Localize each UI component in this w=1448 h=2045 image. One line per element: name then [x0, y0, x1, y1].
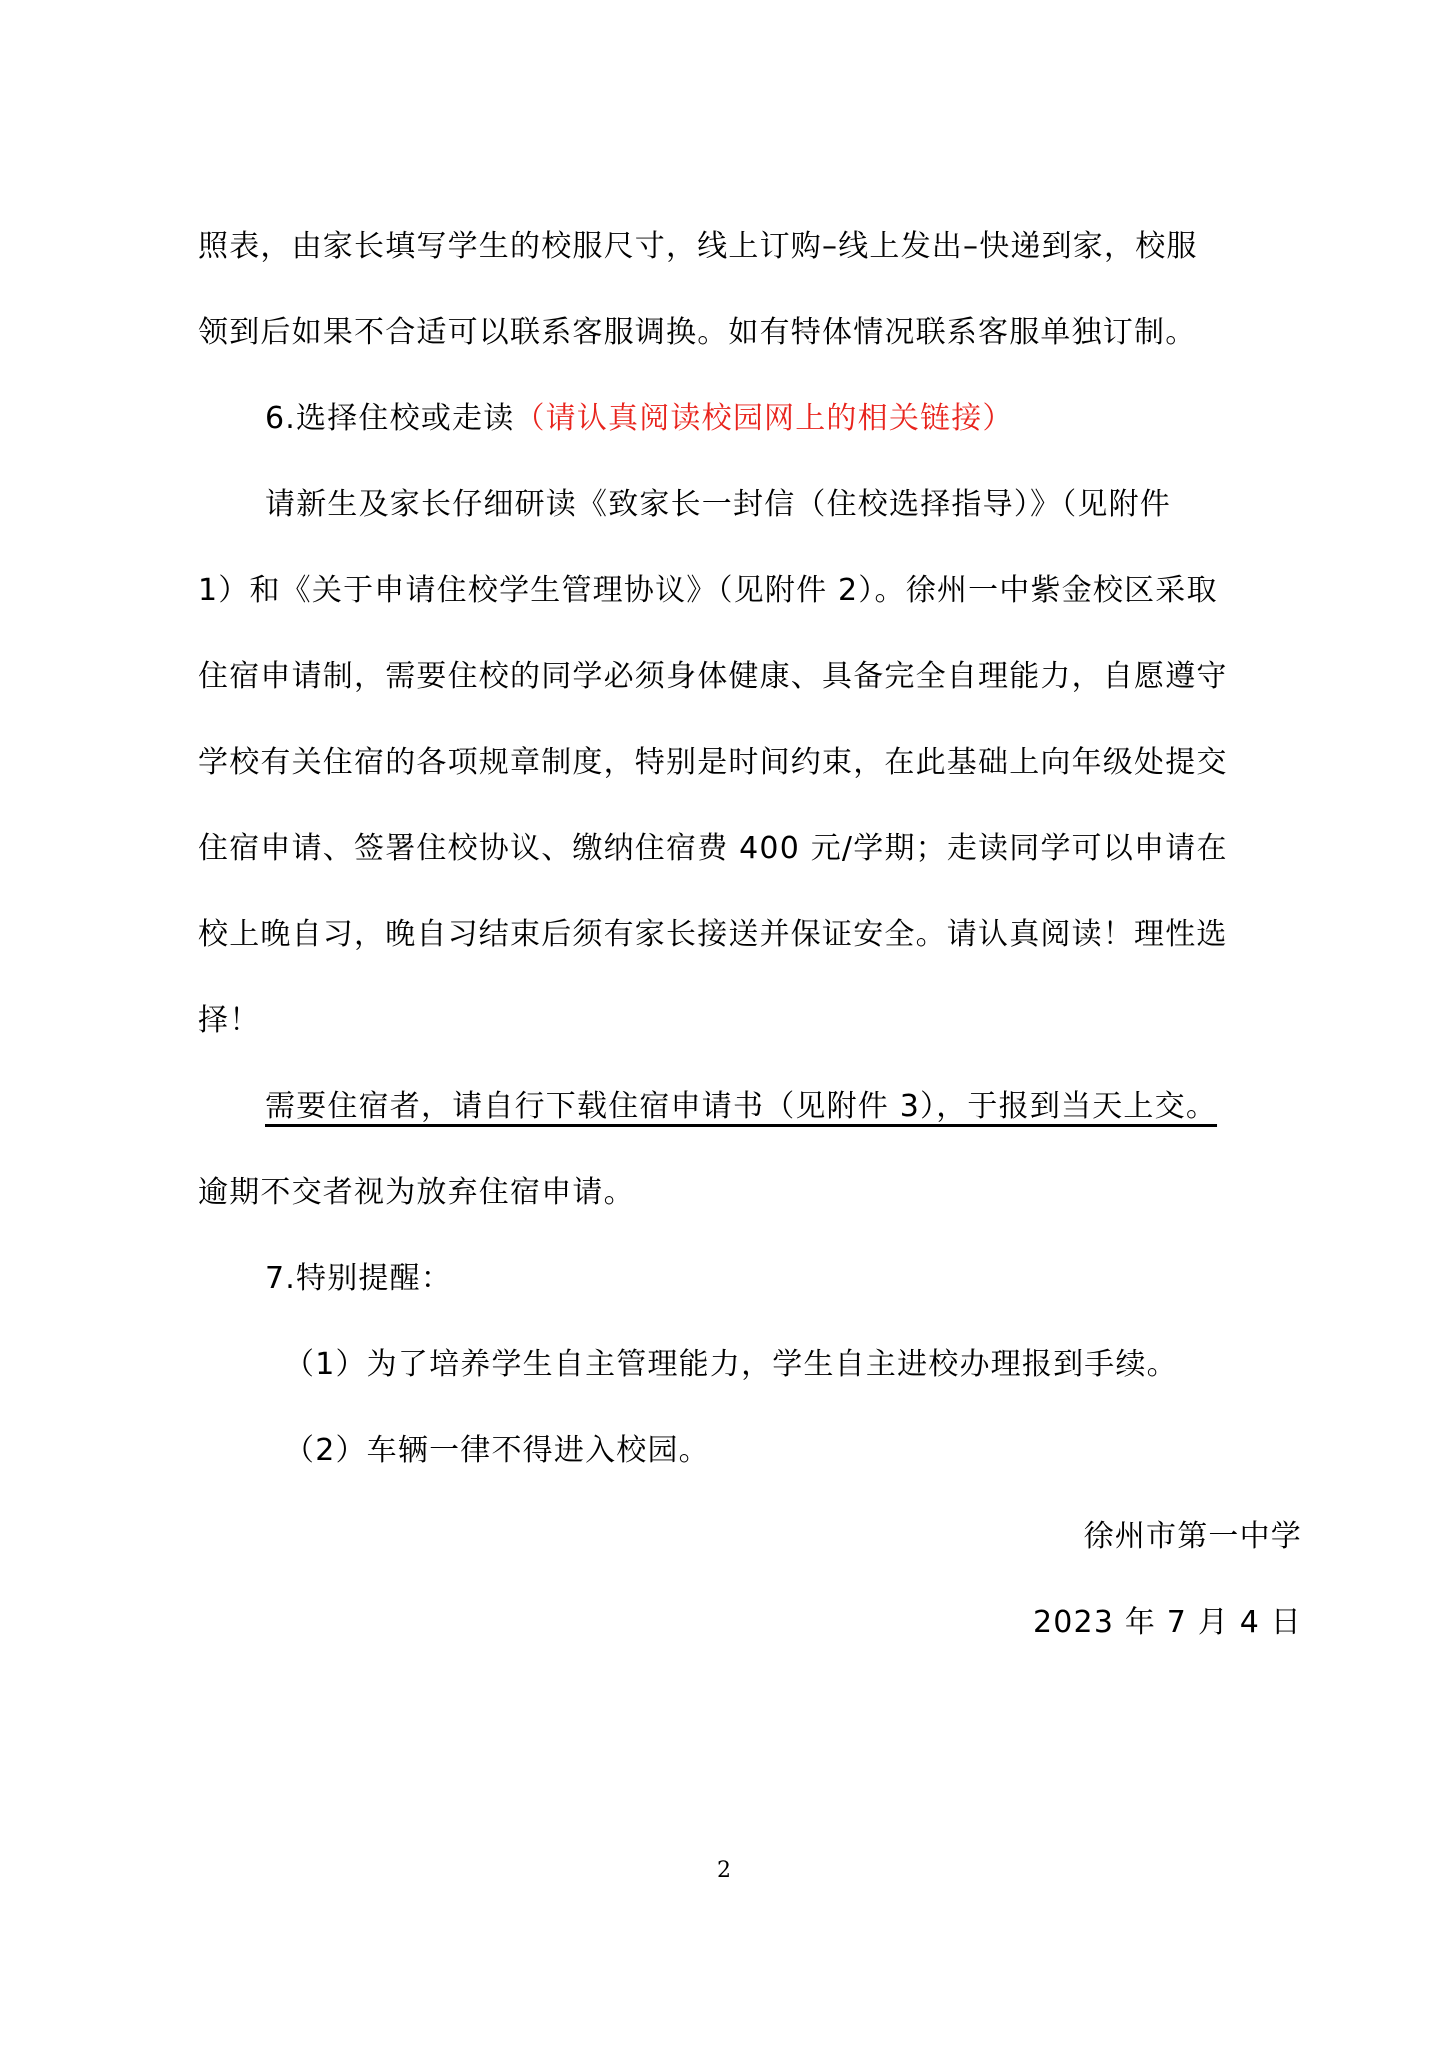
paragraph-line-1: 照表，由家长填写学生的校服尺寸，线上订购–线上发出–快递到家，校服: [198, 229, 1198, 264]
section-heading-6: [265, 397, 1365, 441]
red-note: （请认真阅读校园网上的相关链接）: [514, 401, 1014, 436]
paragraph-line-10: 择！: [198, 1003, 261, 1038]
section-heading-7: 7.特别提醒：: [265, 1261, 453, 1296]
reminder-item-2: （2）车辆一律不得进入校园。: [284, 1433, 710, 1468]
section-heading-6-text: 6.选择住校或走读: [265, 401, 515, 436]
paragraph-line-9: 校上晚自习，晚自习结束后须有家长接送并保证安全。请认真阅读！理性选: [198, 917, 1228, 952]
reminder-item-1: （1）为了培养学生自主管理能力，学生自主进校办理报到手续。: [284, 1347, 1178, 1382]
signature-school-name: 徐州市第一中学: [1083, 1519, 1302, 1554]
paragraph-line-8: 住宿申请、签署住校协议、缴纳住宿费 400 元/学期；走读同学可以申请在: [198, 831, 1228, 866]
paragraph-line-4: 请新生及家长仔细研读《致家长一封信（住校选择指导）》（见附件: [265, 487, 1171, 522]
paragraph-line-12: 逾期不交者视为放弃住宿申请。: [198, 1175, 635, 1210]
signature-date: 2023 年 7 月 4 日: [1032, 1605, 1302, 1640]
paragraph-line-6: 住宿申请制，需要住校的同学必须身体健康、具备完全自理能力，自愿遵守: [198, 659, 1228, 694]
paragraph-line-5: 1）和《关于申请住校学生管理协议》（见附件 2）。徐州一中紫金校区采取: [198, 573, 1218, 608]
page-number: 2: [717, 1858, 731, 1883]
paragraph-line-7: 学校有关住宿的各项规章制度，特别是时间约束，在此基础上向年级处提交: [198, 745, 1228, 780]
paragraph-line-2: 领到后如果不合适可以联系客服调换。如有特体情况联系客服单独订制。: [198, 315, 1197, 350]
underlined-notice: 需要住宿者，请自行下载住宿申请书（见附件 3），于报到当天上交。: [265, 1089, 1218, 1124]
